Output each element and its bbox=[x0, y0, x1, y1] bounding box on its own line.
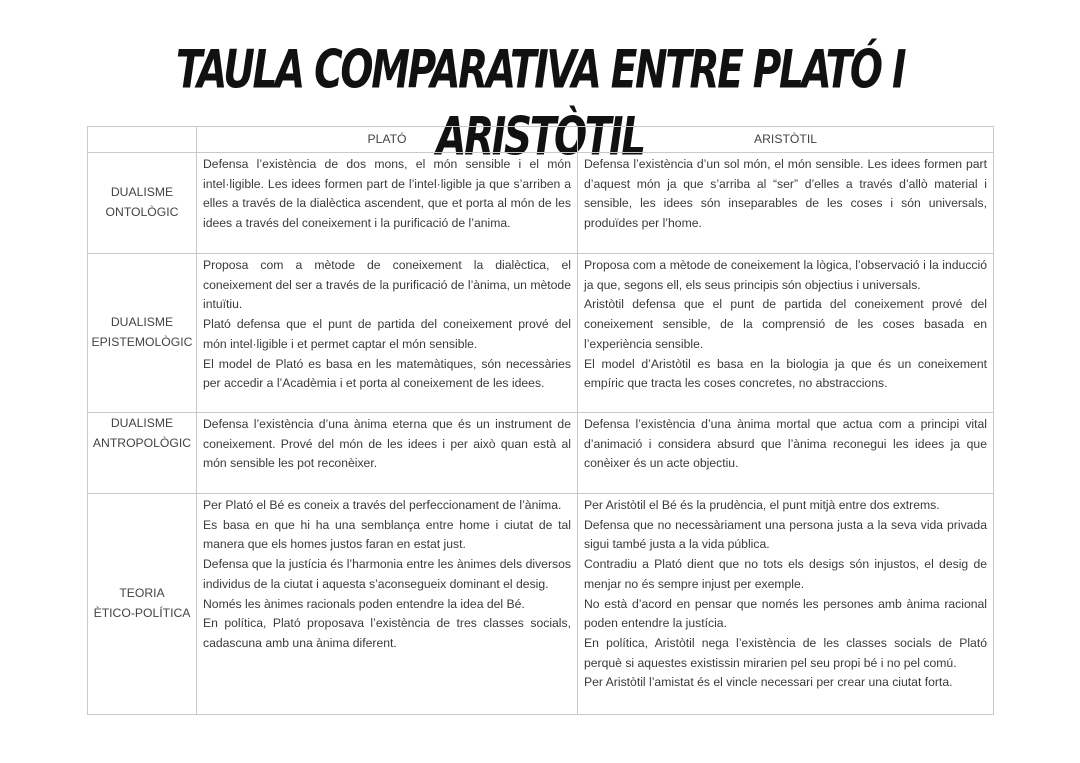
comparison-table bbox=[87, 126, 994, 715]
plato-cell bbox=[197, 153, 578, 254]
table-header-row bbox=[88, 127, 994, 153]
row-label-line: ONTOLÒGIC bbox=[105, 205, 179, 219]
plato-cell bbox=[197, 413, 578, 494]
cell-paragraph: Per Aristòtil el Bé és la prudència, el punt mitjà entre dos extrems. bbox=[584, 498, 940, 512]
cell-paragraph: Contradiu a Plató dient que no tots els desigs són injustos, el desig de menjar no és sempre injust per exemple. bbox=[584, 557, 987, 591]
aristotil-cell bbox=[578, 254, 994, 413]
row-label-dualisme-antropologic bbox=[88, 413, 197, 494]
cell-paragraph: Defensa l’existència d’una ànima mortal que actua com a principi vital d’animació i considera absurd que l’ànima reconegui les idees ja que conèixer és un acte objectiu. bbox=[584, 417, 987, 471]
row-label-teoria-etico-politica bbox=[88, 494, 197, 715]
cell-paragraph: El model d’Aristòtil es basa en la biologia ja que és un coneixement empíric que tracta les coses concretes, no abstraccions. bbox=[584, 356, 987, 391]
page-title: TAULA COMPARATIVA ENTRE PLATÓ I ARISTÒTIL bbox=[175, 39, 905, 168]
row-label-line: TEORIA bbox=[119, 586, 165, 601]
row-label-line: ANTROPOLÒGIC bbox=[92, 435, 192, 450]
cell-paragraph: No està d’acord en pensar que només les persones amb ànima racional poden entendre la justícia. bbox=[584, 596, 987, 631]
cell-paragraph: Per Plató el Bé es coneix a través del perfeccionament de l’ànima. bbox=[203, 498, 562, 512]
cell-paragraph: El model de Plató es basa en les matemàtiques, són necessàries per accedir a l’Acadèmia i et porta al coneixement de les idees. bbox=[203, 356, 571, 391]
cell-paragraph: Es basa en que hi ha una semblança entre home i ciutat de tal manera que els homes justos faran en estat just. bbox=[203, 517, 571, 552]
cell-paragraph: En política, Plató proposava l’existència de tres classes socials, cadascuna amb una ànima diferent. bbox=[203, 616, 571, 650]
cell-paragraph: Proposa com a mètode de coneixement la dialèctica, el coneixement del ser a través de la purificació de l’ànima, un mètode intuïtiu. bbox=[203, 258, 571, 312]
table-row bbox=[88, 254, 994, 413]
table-row bbox=[88, 153, 994, 254]
cell-paragraph: Defensa que no necessàriament una persona justa a la seva vida privada sigui també justa a la vida pública. bbox=[584, 517, 987, 552]
cell-paragraph: Només les ànimes racionals poden entendre la idea del Bé. bbox=[203, 596, 525, 611]
cell-paragraph: En política, Aristòtil nega l’existència de les classes socials de Plató perquè si aquestes existissin mirarien pel seu propi bé i no pel comú. bbox=[584, 635, 987, 670]
table-row bbox=[88, 494, 994, 715]
cell-paragraph: Defensa que la justícia és l’harmonia entre les ànimes dels diversos individus de la ciutat i aquesta s’aconsegueix dominant el desig. bbox=[203, 557, 571, 591]
row-label-line: EPISTEMOLÒGIC bbox=[91, 335, 193, 349]
row-label-line: DUALISME bbox=[110, 315, 174, 330]
aristotil-cell bbox=[578, 153, 994, 254]
row-label-dualisme-epistemologic bbox=[88, 254, 197, 413]
header-aristotil: ARISTÒTIL bbox=[578, 127, 994, 153]
cell-paragraph: Per Aristòtil l’amistat és el vincle necessari per crear una ciutat forta. bbox=[584, 675, 953, 690]
table-row bbox=[88, 413, 994, 494]
cell-paragraph: Proposa com a mètode de coneixement la lògica, l’observació i la inducció ja que, segons ell, els seus principis són objectius i universals. bbox=[584, 258, 987, 292]
aristotil-cell bbox=[578, 413, 994, 494]
row-label-line: ÈTICO-POLÍTICA bbox=[93, 606, 191, 620]
cell-paragraph: Defensa l’existència de dos mons, el món sensible i el món intel·ligible. Les idees formen part de l’intel·ligible ja que s’arriben a elles a través de la dialèctica ascendent, que et porta al món de les idees a través del coneixement i la purificació de l’anima. bbox=[203, 157, 571, 231]
cell-paragraph: Plató defensa que el punt de partida del coneixement prové del món intel·ligible i et permet captar el món sensible. bbox=[203, 317, 571, 351]
header-empty-cell bbox=[88, 127, 197, 153]
aristotil-cell bbox=[578, 494, 994, 715]
cell-paragraph: Defensa l’existència d’un sol món, el món sensible. Les idees formen part d’aquest món ja que s’arriba al “ser” d’elles a través d’allò material i sensible, les idees són inseparables de les coses i són universals, produïdes per l’home. bbox=[584, 157, 987, 231]
row-label-dualisme-ontologic bbox=[88, 153, 197, 254]
row-label-line: DUALISME bbox=[110, 416, 174, 430]
header-plato: PLATÓ bbox=[197, 127, 578, 153]
cell-paragraph: Aristòtil defensa que el punt de partida del coneixement prové del coneixement sensible, de la comprensió de les coses basada en l’experiència sensible. bbox=[584, 297, 987, 351]
row-label-line: DUALISME bbox=[110, 185, 174, 200]
cell-paragraph: Defensa l’existència d’una ànima eterna que és un instrument de coneixement. Prové del món de les idees i per això quan està al món sensible les pot reconèixer. bbox=[203, 417, 571, 471]
plato-cell bbox=[197, 494, 578, 715]
plato-cell bbox=[197, 254, 578, 413]
